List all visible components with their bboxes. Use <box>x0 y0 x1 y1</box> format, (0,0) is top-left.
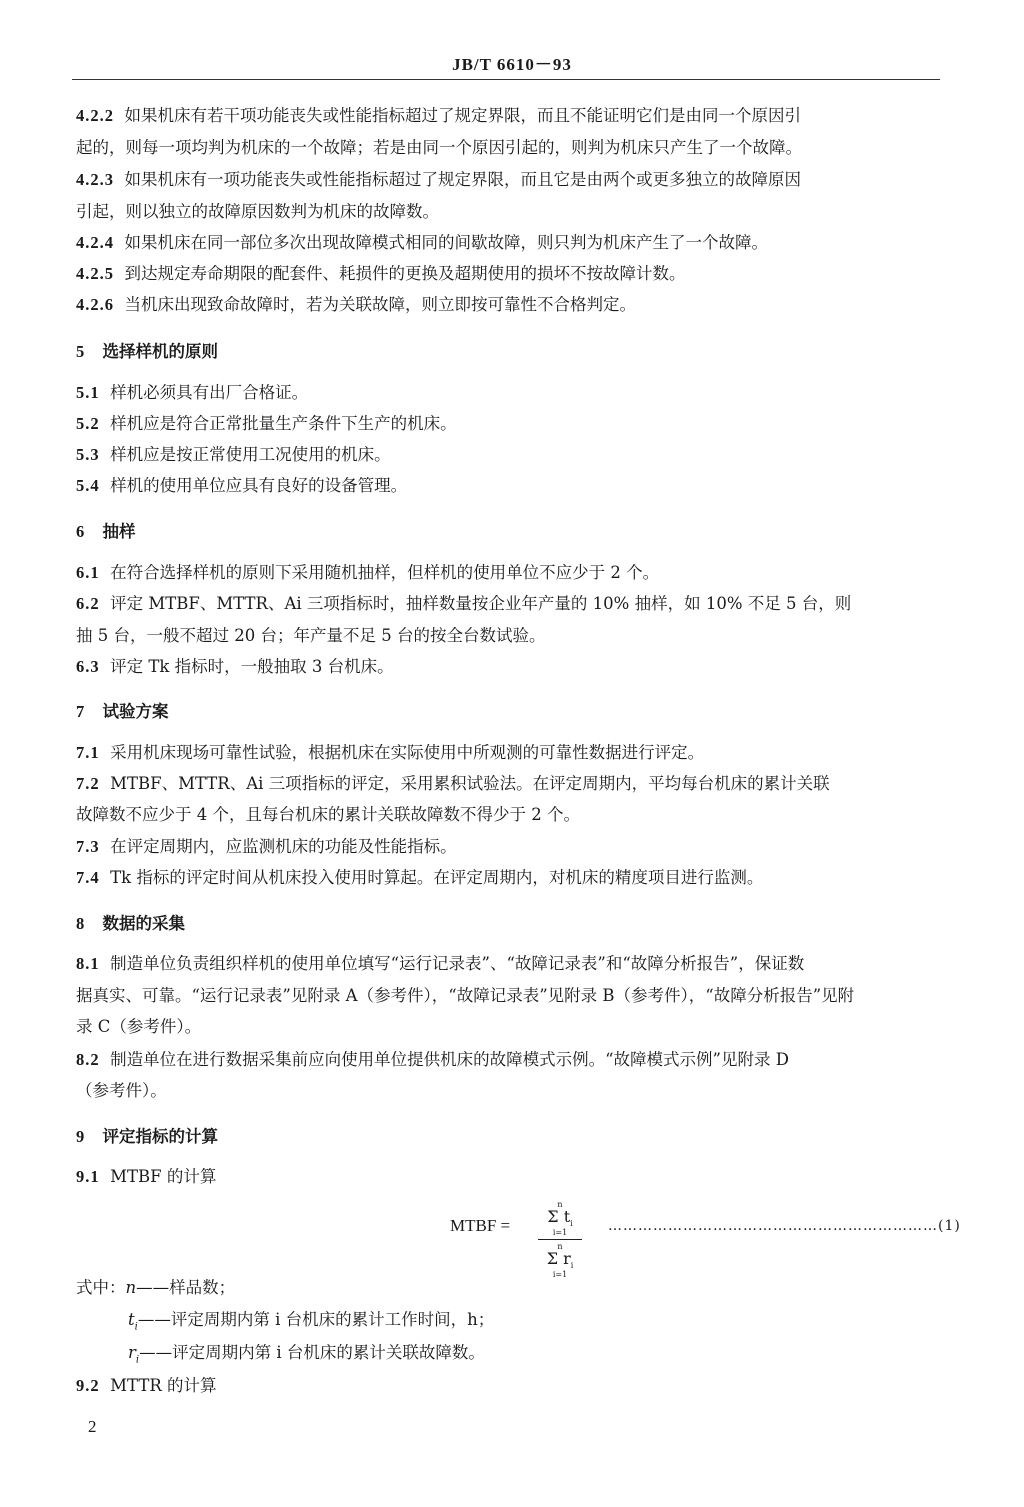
section-heading <box>76 912 185 936</box>
clause-number: 5.1 <box>76 383 100 402</box>
clause-text: 样机的使用单位应具有良好的设备管理。 <box>110 476 408 495</box>
text-line <box>76 1015 201 1039</box>
text-line <box>76 200 439 224</box>
text-line <box>76 104 801 128</box>
section-9-2 <box>76 1374 217 1398</box>
where-desc: ——样品数； <box>136 1278 236 1297</box>
header-rule <box>72 79 940 80</box>
clause-number: 9.2 <box>76 1376 100 1395</box>
clause-number: 7.3 <box>76 837 100 856</box>
clause-number: 7.2 <box>76 774 100 793</box>
denominator-sub: i <box>570 1261 574 1271</box>
clause-number: 7 <box>76 702 86 721</box>
clause-text: 抽 5 台，一般不超过 20 台；年产量不足 5 台的按全台数试验。 <box>76 626 546 645</box>
mtbf-formula <box>450 1198 961 1280</box>
clause-text: 样机必须具有出厂合格证。 <box>110 383 309 402</box>
clause-text: 样机应是符合正常批量生产条件下生产的机床。 <box>110 414 457 433</box>
clause-number: 4.2.2 <box>76 106 114 125</box>
clause-number: 9.1 <box>76 1167 100 1186</box>
clause-number: 5 <box>76 342 86 361</box>
clause-text: 试验方案 <box>102 702 169 721</box>
clause-text: 选择样机的原则 <box>102 342 218 361</box>
where-symbol-sub: i <box>134 1321 138 1333</box>
text-line <box>76 293 636 317</box>
clause-number: 6 <box>76 522 86 541</box>
clause-number: 5.3 <box>76 445 100 464</box>
numerator: Σ t <box>547 1207 571 1226</box>
text-line <box>76 1165 216 1189</box>
clause-text: 制造单位在进行数据采集前应向使用单位提供机床的故障模式示例。“故障模式示例”见附录 D <box>110 1050 789 1069</box>
text-line <box>76 443 391 467</box>
text-line <box>76 741 704 765</box>
clause-text: Tk 指标的评定时间从机床投入使用时算起。在评定周期内，对机床的精度项目进行监测。 <box>110 868 764 887</box>
text-line <box>76 866 763 890</box>
clause-text: MTBF、MTTR、Ai 三项指标的评定，采用累积试验法。在评定周期内，平均每台机床的累计关联 <box>110 774 830 793</box>
text-line <box>76 262 686 286</box>
clause-text: 数据的采集 <box>102 914 185 933</box>
clause-number: 4.2.5 <box>76 264 114 283</box>
clause-text: 在评定周期内，应监测机床的功能及性能指标。 <box>110 837 457 856</box>
text-line <box>76 984 854 1008</box>
numerator-sub: i <box>570 1219 573 1229</box>
section-heading <box>76 700 168 724</box>
clause-text: 故障数不应少于 4 个，且每台机床的累计关联故障数不得少于 2 个。 <box>76 805 580 824</box>
clause-text: （参考件）。 <box>76 1081 167 1100</box>
where-line-1 <box>76 1276 235 1300</box>
text-line <box>76 1079 167 1103</box>
where-prefix: 式中： <box>76 1278 126 1297</box>
clause-number: 8.1 <box>76 954 100 973</box>
where-symbol: t <box>128 1310 135 1329</box>
where-line-2 <box>128 1308 494 1339</box>
denominator: Σ r <box>546 1249 571 1269</box>
clause-number: 5.4 <box>76 476 100 495</box>
lower-limit: i=1 <box>552 1228 568 1238</box>
clause-text: 录 C（参考件）。 <box>76 1017 202 1036</box>
text-line <box>76 412 457 436</box>
text-line <box>76 231 768 255</box>
upper-limit: n <box>557 1200 563 1209</box>
where-desc: ——评定周期内第 i 台机床的累计关联故障数。 <box>139 1343 485 1362</box>
equation-number: (1) <box>938 1218 961 1234</box>
clause-text: 起的，则每一项均判为机床的一个故障；若是由同一个原因引起的，则判为机床只产生了一个故障。 <box>76 138 802 157</box>
formula-lhs: MTBF = <box>450 1216 511 1235</box>
clause-text: 如果机床在同一部位多次出现故障模式相同的间歇故障，则只判为机床产生了一个故障。 <box>124 233 768 252</box>
clause-text: MTBF 的计算 <box>110 1167 217 1186</box>
clause-text: 评定指标的计算 <box>102 1127 218 1146</box>
text-line <box>76 803 580 827</box>
clause-number: 7.4 <box>76 868 100 887</box>
clause-text: 引起，则以独立的故障原因数判为机床的故障数。 <box>76 202 439 221</box>
clause-text: 样机应是按正常使用工况使用的机床。 <box>110 445 391 464</box>
text-line <box>76 592 851 616</box>
text-line <box>76 624 545 648</box>
text-line <box>76 561 659 585</box>
section-heading <box>76 1125 218 1149</box>
clause-text: 当机床出现致命故障时，若为关联故障，则立即按可靠性不合格判定。 <box>124 295 636 314</box>
lower-limit-2: i=1 <box>552 1270 568 1280</box>
text-line <box>76 655 394 679</box>
formula-leader: …………………………………………………………(1) <box>608 1218 961 1234</box>
formula-fraction <box>538 1200 582 1279</box>
clause-text: 如果机床有若干项功能丧失或性能指标超过了规定界限，而且不能证明它们是由同一个原因引 <box>124 106 801 125</box>
text-line <box>76 381 308 405</box>
clause-text: 制造单位负责组织样机的使用单位填写“运行记录表”、“故障记录表”和“故障分析报告”，保证数 <box>110 954 805 973</box>
clause-number: 5.2 <box>76 414 100 433</box>
section-heading <box>76 340 218 364</box>
clause-number: 8 <box>76 914 86 933</box>
fraction-bar <box>538 1239 582 1240</box>
clause-text: 如果机床有一项功能丧失或性能指标超过了规定界限，而且它是由两个或更多独立的故障原因 <box>124 170 801 189</box>
clause-text: 评定 Tk 指标时，一般抽取 3 台机床。 <box>110 657 394 676</box>
clause-number: 4.2.6 <box>76 295 114 314</box>
clause-text: 到达规定寿命期限的配套件、耗损件的更换及超期使用的损坏不按故障计数。 <box>124 264 686 283</box>
text-line <box>76 136 802 160</box>
clause-text: 抽样 <box>102 522 136 541</box>
clause-number: 6.1 <box>76 563 100 582</box>
clause-text: 在符合选择样机的原则下采用随机抽样，但样机的使用单位不应少于 2 个。 <box>110 563 660 582</box>
section-heading <box>76 520 135 544</box>
document-code-header: JB/T 6610－93 <box>452 55 572 74</box>
text-line <box>76 952 804 976</box>
where-desc: ——评定周期内第 i 台机床的累计工作时间，h； <box>137 1310 495 1329</box>
clause-number: 6.2 <box>76 594 100 613</box>
clause-text: 采用机床现场可靠性试验，根据机床在实际使用中所观测的可靠性数据进行评定。 <box>110 743 705 762</box>
where-symbol: n <box>125 1278 137 1297</box>
clause-number: 4.2.4 <box>76 233 114 252</box>
text-line <box>76 474 407 498</box>
clause-text: 评定 MTBF、MTTR、Ai 三项指标时，抽样数量按企业年产量的 10% 抽样，如 10% 不足 5 台，则 <box>110 594 852 613</box>
clause-number: 9 <box>76 1127 86 1146</box>
page-number: 2 <box>88 1417 97 1436</box>
clause-number: 7.1 <box>76 743 100 762</box>
text-line <box>76 168 801 192</box>
text-line <box>76 1048 789 1072</box>
text-line <box>76 835 457 859</box>
clause-text: 据真实、可靠。“运行记录表”见附录 A（参考件），“故障记录表”见附录 B（参考件），“故障分析报告”见附 <box>76 986 855 1005</box>
clause-text: MTTR 的计算 <box>110 1376 217 1395</box>
clause-number: 8.2 <box>76 1050 100 1069</box>
where-symbol-sub: i <box>135 1354 140 1366</box>
clause-number: 6.3 <box>76 657 100 676</box>
upper-limit-2: n <box>557 1242 563 1252</box>
clause-number: 4.2.3 <box>76 170 114 189</box>
where-symbol: r <box>128 1343 136 1362</box>
text-line <box>76 772 830 796</box>
where-line-3 <box>128 1341 485 1372</box>
